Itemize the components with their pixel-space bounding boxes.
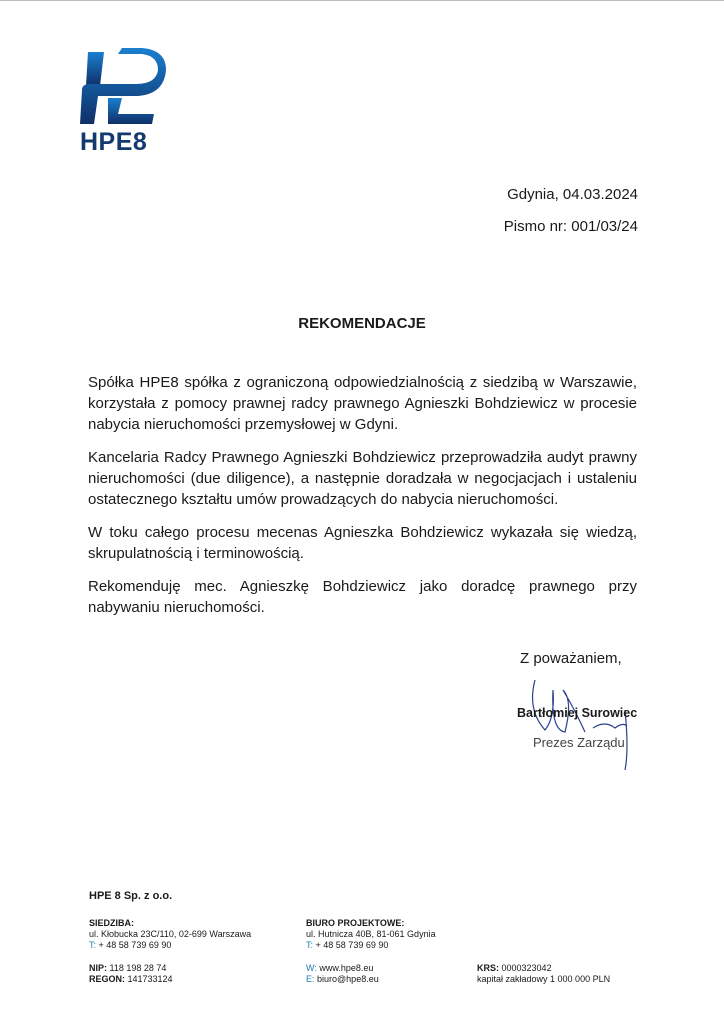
signer-name: Bartłomiej Surowiec bbox=[517, 706, 638, 720]
handwritten-signature-icon bbox=[505, 670, 665, 780]
letter-date: Gdynia, 04.03.2024 bbox=[507, 186, 638, 203]
web-label: W: bbox=[306, 963, 317, 973]
closing-salutation: Z poważaniem, bbox=[520, 650, 622, 667]
paragraph: Rekomenduję mec. Agnieszkę Bohdziewicz jako doradcę prawnego przy nabywaniu nieruchomości. bbox=[88, 578, 637, 616]
footer-ids bbox=[89, 963, 173, 985]
regon-value: 141733124 bbox=[127, 974, 173, 984]
hq-phone-label: T: bbox=[89, 940, 97, 950]
paragraph: Spółka HPE8 spółka z ograniczoną odpowiedzialnością z siedzibą w Warszawie, korzystała z pomocy prawnej radcy prawnego Agnieszki Bohdziewicz w procesie nabycia nieruchomości przemysłowej w Gdyni. bbox=[88, 374, 637, 433]
paragraph: Kancelaria Radcy Prawnego Agnieszki Bohdziewicz przeprowadziła audyt prawny nieruchomości (due diligence), a następnie doradzała w negocjacjach i ustaleniu ostatecznego kształtu umów prowadzących do nabycia nieruchomości. bbox=[88, 449, 637, 508]
hq-address: ul. Kłobucka 23C/110, 02-699 Warszawa bbox=[89, 929, 252, 939]
web-link[interactable]: www.hpe8.eu bbox=[319, 963, 374, 973]
office-address: ul. Hutnicza 40B, 81-061 Gdynia bbox=[306, 929, 436, 939]
office-phone: + 48 58 739 69 90 bbox=[315, 940, 389, 950]
hq-label: SIEDZIBA: bbox=[89, 918, 134, 928]
email-label: E: bbox=[306, 974, 315, 984]
share-capital: kapitał zakładowy 1 000 000 PLN bbox=[477, 974, 611, 984]
office-phone-label: T: bbox=[306, 940, 314, 950]
regon-label: REGON: bbox=[89, 974, 125, 984]
footer-contact bbox=[306, 963, 379, 985]
page-top-border bbox=[0, 0, 724, 1]
letter-body bbox=[88, 372, 637, 630]
hq-phone: + 48 58 739 69 90 bbox=[98, 940, 172, 950]
letter-reference: Pismo nr: 001/03/24 bbox=[503, 218, 638, 235]
logo-text: HPE8 bbox=[80, 128, 148, 156]
paragraph: W toku całego procesu mecenas Agnieszka Bohdziewicz wykazała się wiedzą, skrupulatnością i terminowością. bbox=[88, 524, 637, 562]
krs-value: 0000323042 bbox=[501, 963, 552, 973]
office-label: BIURO PROJEKTOWE: bbox=[306, 918, 405, 928]
nip-value: 118 198 28 74 bbox=[109, 963, 167, 973]
footer-company-name: HPE 8 Sp. z o.o. bbox=[89, 890, 173, 902]
email-link[interactable]: biuro@hpe8.eu bbox=[317, 974, 379, 984]
signer-role: Prezes Zarządu bbox=[533, 735, 625, 750]
krs-label: KRS: bbox=[477, 963, 499, 973]
footer-registry bbox=[477, 963, 610, 985]
nip-label: NIP: bbox=[89, 963, 107, 973]
letter-title: REKOMENDACJE bbox=[298, 315, 426, 332]
footer-hq bbox=[89, 918, 251, 951]
footer-office bbox=[306, 918, 436, 951]
